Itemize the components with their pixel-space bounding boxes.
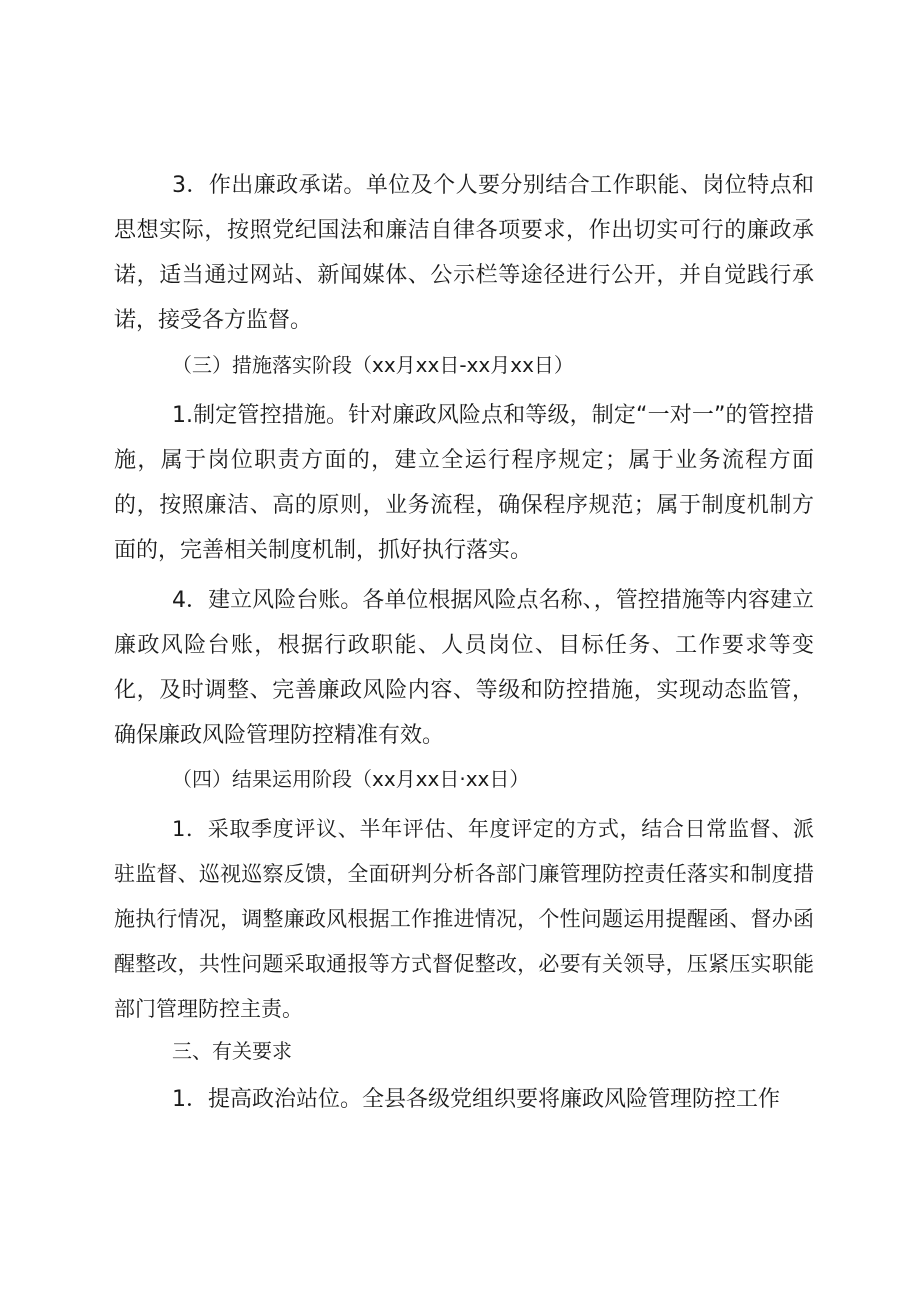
heading-stage-three: （三）措施落实阶段（xx月xx日-xx月xx日）: [172, 353, 574, 377]
paragraph-result-application: 1．采取季度评议、半年评估、年度评定的方式，结合日常监督、派驻监督、巡视巡察反馈，全面研判分析各部门廉管理防控责任落实和制度措施执行情况，调整廉政风根据工作推进情况，个性问题运用提醒函、督办函醒整改，共性问题采取通报等方式督促整改，必要有关领导，压紧压实职能部门管理防控主责。: [114, 817, 814, 1021]
heading-stage-four: （四）结果运用阶段（xx月xx日·xx日）: [172, 767, 530, 791]
heading-requirements: 三、有关要求: [172, 1039, 292, 1063]
paragraph-risk-ledger: 4．建立风险台账。各单位根据风险点名称、，管控措施等内容建立廉政风险台账，根据行政职能、人员岗位、目标任务、工作要求等变化，及时调整、完善廉政风险内容、等级和防控措施，实现动态监管，确保廉政风险管理防控精准有效。: [114, 588, 814, 748]
paragraph-control-measures: 1.制定管控措施。针对廉政风险点和等级，制定“一对一”的管控措施，属于岗位职责方面的，建立全运行程序规定；属于业务流程方面的，按照廉洁、高的原则，业务流程，确保程序规范；属于制度机制方面的，完善相关制度机制，抓好执行落实。: [114, 403, 814, 563]
paragraph-political-stance: 1．提高政治站位。全县各级党组织要将廉政风险管理防控工作: [172, 1087, 780, 1112]
paragraph-make-commitment: 3．作出廉政承诺。单位及个人要分别结合工作职能、岗位特点和思想实际，按照党纪国法和廉洁自律各项要求，作出切实可行的廉政承诺，适当通过网站、新闻媒体、公示栏等途径进行公开，并自觉践行承诺，接受各方监督。: [114, 173, 814, 333]
